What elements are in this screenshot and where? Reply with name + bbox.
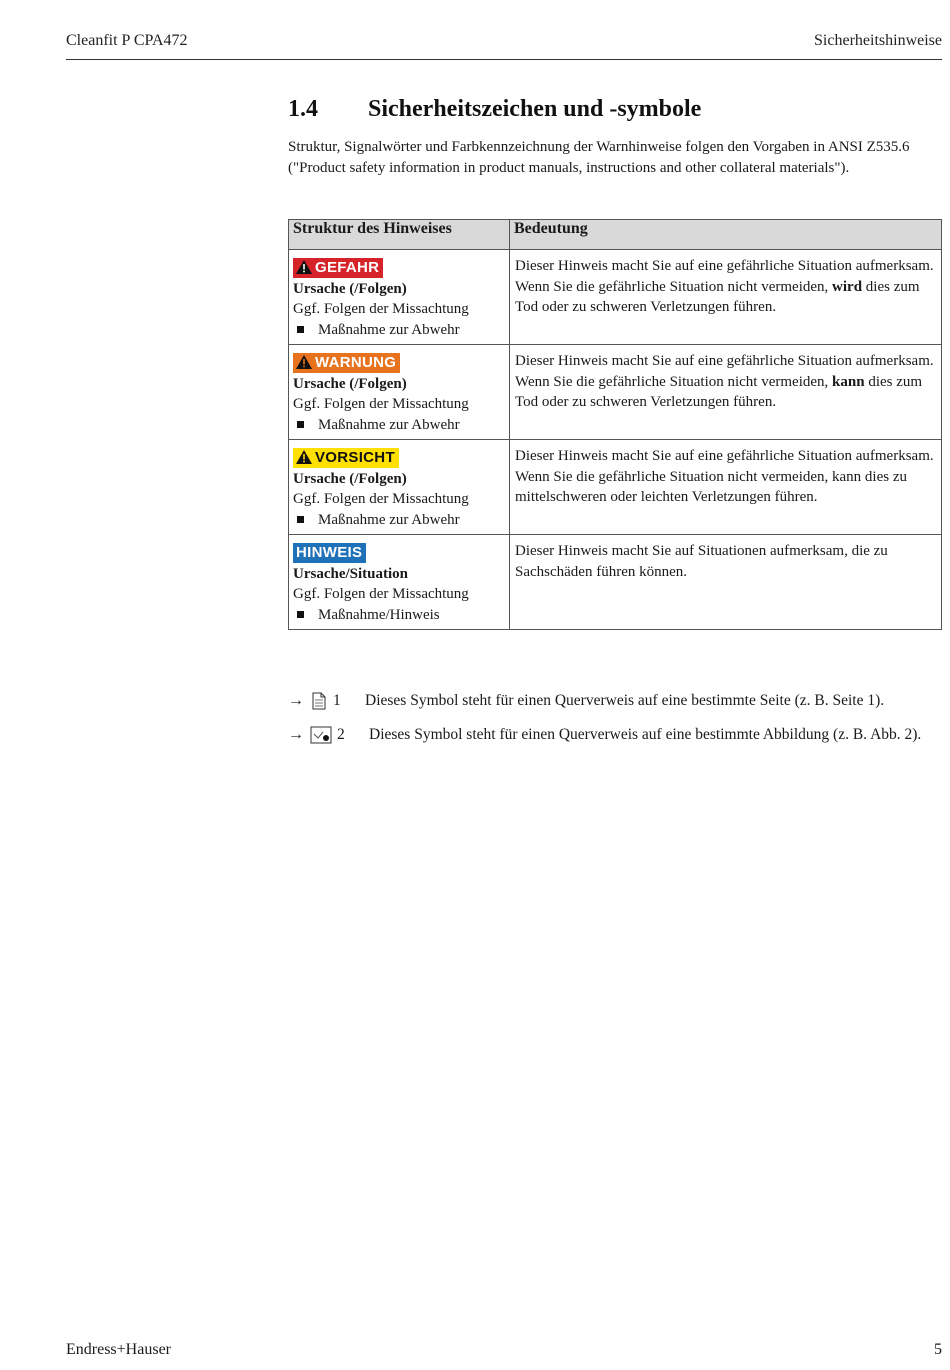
meaning-cell: [510, 250, 942, 345]
measure-item: [293, 605, 505, 626]
reference-number: 2: [337, 726, 345, 743]
footer-page-number: 5: [934, 1341, 942, 1358]
header-rule: [66, 59, 942, 60]
column-header-structure: Struktur des Hinweises: [289, 220, 510, 250]
arrow-icon: →: [288, 692, 304, 709]
page-icon: [310, 692, 328, 710]
consequence-text: Ggf. Folgen der Missachtung: [293, 586, 469, 602]
meaning-cell: [510, 535, 942, 630]
measure-item: [293, 320, 505, 341]
table-row-hinweis: [289, 535, 942, 630]
cause-text: Ursache (/Folgen): [293, 280, 407, 297]
measure-text: Maßnahme/Hinweis: [318, 606, 440, 623]
signal-label: GEFAHR: [315, 259, 380, 276]
structure-cell: [289, 345, 510, 440]
structure-cell: [289, 535, 510, 630]
table-row-gefahr: [289, 250, 942, 345]
section-heading: Sicherheitszeichen und -symbole: [368, 96, 702, 122]
meaning-emphasis: kann: [832, 373, 865, 390]
meaning-line1: Dieser Hinweis macht Sie auf Situationen aufmerksam, die zu Sachschäden führen können.: [515, 543, 888, 580]
signal-word-warnung: [293, 353, 400, 373]
meaning-cell: [510, 440, 942, 535]
header-chapter: Sicherheitshinweise: [814, 32, 942, 49]
meaning-post: dies zum Tod oder zu schweren Verletzungen führen.: [515, 278, 920, 315]
section-number: 1.4: [288, 96, 318, 122]
measure-text: Maßnahme zur Abwehr: [318, 511, 460, 528]
table-row-vorsicht: [289, 440, 942, 535]
table-row-warnung: [289, 345, 942, 440]
meaning-line1: Dieser Hinweis macht Sie auf eine gefährliche Situation aufmerksam.: [515, 353, 934, 369]
figure-icon: [310, 726, 332, 744]
signal-word-hinweis: HINWEIS: [293, 543, 366, 563]
measure-text: Maßnahme zur Abwehr: [318, 321, 460, 338]
page-reference-legend: [288, 692, 884, 710]
meaning-rest: Wenn Sie die gefährliche Situation nicht vermeiden, kann dies zu mittelschweren oder leichten Verletzungen führen.: [515, 468, 908, 505]
reference-number: 1: [333, 692, 341, 709]
meaning-line1: Dieser Hinweis macht Sie auf eine gefährliche Situation aufmerksam.: [515, 448, 934, 464]
square-bullet-icon: [297, 326, 304, 333]
safety-notice-table: [288, 219, 942, 630]
square-bullet-icon: [297, 611, 304, 618]
warning-triangle-icon: [296, 450, 312, 464]
measure-item: [293, 510, 505, 531]
cause-text: Ursache/Situation: [293, 565, 409, 582]
column-header-meaning: Bedeutung: [510, 220, 942, 250]
measure-text: Maßnahme zur Abwehr: [318, 416, 460, 433]
cause-text: Ursache (/Folgen): [293, 375, 407, 392]
meaning-cell: [510, 345, 942, 440]
structure-cell: [289, 250, 510, 345]
square-bullet-icon: [297, 516, 304, 523]
signal-word-vorsicht: [293, 448, 399, 468]
meaning-line1: Dieser Hinweis macht Sie auf eine gefährliche Situation aufmerksam.: [515, 258, 934, 274]
header-product: Cleanfit P CPA472: [66, 32, 188, 49]
structure-cell: [289, 440, 510, 535]
consequence-text: Ggf. Folgen der Missachtung: [293, 396, 469, 412]
signal-label: WARNUNG: [315, 354, 397, 371]
signal-label: VORSICHT: [315, 449, 395, 466]
meaning-pre: Wenn Sie die gefährliche Situation nicht vermeiden,: [515, 278, 829, 295]
meaning-pre: Wenn Sie die gefährliche Situation nicht vermeiden,: [515, 373, 829, 390]
consequence-text: Ggf. Folgen der Missachtung: [293, 301, 469, 317]
meaning-emphasis: wird: [832, 278, 863, 295]
intro-paragraph: Struktur, Signalwörter und Farbkennzeichnung der Warnhinweise folgen den Vorgaben in ANSI Z535.6 ("Product safety information in product manuals, instructions and other collateral materials").: [288, 139, 910, 176]
section-title: [288, 96, 701, 123]
arrow-icon: →: [288, 726, 304, 743]
cause-text: Ursache (/Folgen): [293, 470, 407, 487]
figure-reference-legend: [288, 726, 921, 744]
signal-word-gefahr: [293, 258, 383, 278]
warning-triangle-icon: [296, 355, 312, 369]
reference-description: Dieses Symbol steht für einen Querverweis auf eine bestimmte Seite (z. B. Seite 1).: [365, 692, 885, 709]
measure-item: [293, 415, 505, 436]
meaning-post: dies zum Tod oder zu schweren Verletzungen führen.: [515, 373, 923, 410]
consequence-text: Ggf. Folgen der Missachtung: [293, 491, 469, 507]
warning-triangle-icon: [296, 260, 312, 274]
square-bullet-icon: [297, 421, 304, 428]
footer-brand: Endress+Hauser: [66, 1341, 171, 1358]
reference-description: Dieses Symbol steht für einen Querverweis auf eine bestimmte Abbildung (z. B. Abb. 2).: [369, 726, 922, 743]
